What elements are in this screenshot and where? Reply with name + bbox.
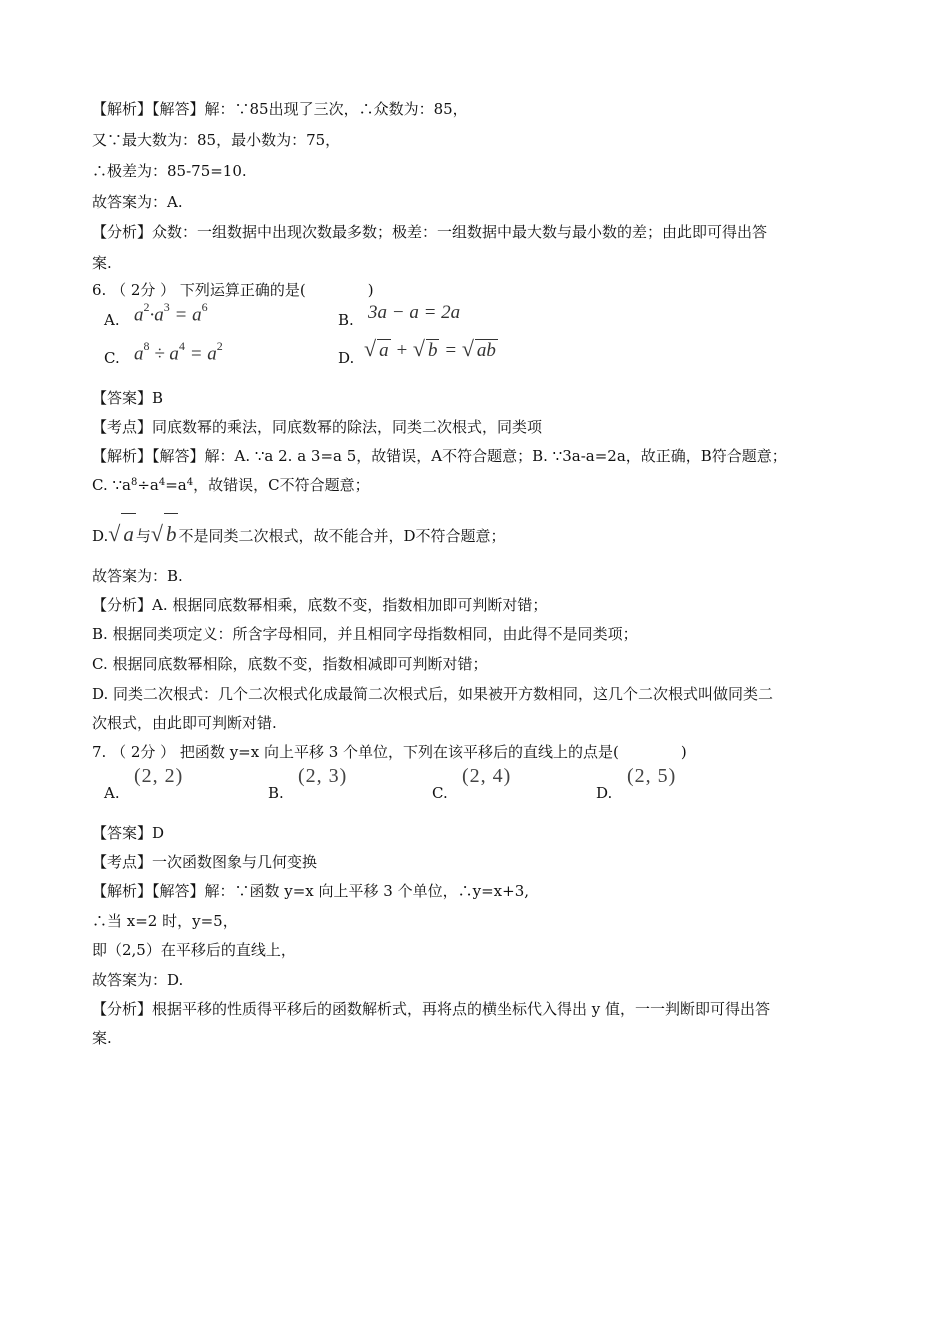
q7-option-a-coord: (2, 2) — [134, 765, 184, 787]
q7-fenxi-line-1: 【分析】根据平移的性质得平移后的函数解析式，再将点的横坐标代入得出 y 值，一一判断即可得出答 — [92, 1000, 771, 1018]
q7-kaodian: 【考点】一次函数图象与几何变换 — [92, 853, 318, 871]
q7-stem-close: ) — [680, 743, 687, 761]
q7-fenxi-line-2: 案. — [92, 1029, 112, 1047]
q6-fenxi-line-2: B. 根据同类项定义：所含字母相同，并且相同字母指数相同，由此得不是同类项； — [92, 625, 638, 643]
q6-answer-is: 故答案为：B. — [92, 567, 183, 585]
q5-answer-is: 故答案为：A. — [92, 193, 183, 211]
q7-option-c-coord: (2, 4) — [462, 765, 512, 787]
q7-option-b-label: B. — [268, 784, 284, 802]
q6-kaodian: 【考点】同底数幂的乘法，同底数幂的除法，同类二次根式，同类项 — [92, 418, 543, 436]
q7-option-a-label: A. — [104, 784, 120, 802]
q5-analysis-line-1: 【解析】【解答】解：∵85出现了三次，∴众数为：85， — [92, 100, 468, 118]
q6-stem — [92, 279, 374, 301]
q6-option-d-math: √ a + √ b = √ ab — [364, 336, 496, 361]
q6-option-a-math: $a^2\cdot a^3 = a^6$ — [134, 300, 208, 326]
q7-jiexi-line-3: 即（2,5）在平移后的直线上， — [92, 941, 296, 959]
q7-option-d-label: D. — [596, 784, 613, 802]
q6-option-c-label: C. — [104, 349, 120, 367]
q6-answer: 【答案】B — [92, 389, 164, 407]
q7-jiexi-line-1: 【解析】【解答】解：∵函数 y=x 向上平移 3 个单位，∴y=x+3, — [92, 882, 530, 900]
q6-option-c-math: $a^8 \div a^4 = a^2$ — [134, 339, 223, 365]
q6-stem-close: ) — [367, 281, 374, 299]
q7-answer-is: 故答案为：D. — [92, 971, 184, 989]
q7-jiexi-line-2: ∴当 x=2 时，y=5， — [92, 912, 238, 930]
q6-option-b-math: 3a − a = 2a — [368, 302, 461, 323]
q5-analysis-line-2: 又∵最大数为：85，最小数为：75， — [92, 131, 341, 149]
q6-stem-text: 6. （ 2分 ） 下列运算正确的是( — [92, 281, 306, 299]
q6-jiexi-line-3: D.√ a 与√ b 不是同类二次根式，故不能合并，D不符合题意； — [92, 513, 505, 556]
q7-stem-text: 7. （ 2分 ） 把函数 y=x 向上平移 3 个单位，下列在该平移后的直线上的点是( — [92, 743, 619, 761]
q7-stem — [92, 741, 687, 763]
q7-option-d-coord: (2, 5) — [627, 765, 677, 787]
q5-fenxi-line-2: 案. — [92, 254, 112, 272]
q6-fenxi-line-4: D. 同类二次根式：几个二次根式化成最简二次根式后，如果被开方数相同，这几个二次根式叫做同类二 — [92, 685, 774, 703]
q6-option-d-label: D. — [338, 349, 355, 367]
q5-fenxi-line-1: 【分析】众数：一组数据中出现次数最多数；极差：一组数据中最大数与最小数的差；由此即可得出答 — [92, 223, 768, 241]
q6-option-b-label: B. — [338, 311, 354, 329]
q7-option-b-coord: (2, 3) — [298, 765, 348, 787]
q6-option-a-label: A. — [104, 311, 120, 329]
q6-jiexi-line-1: 【解析】【解答】解：A. ∵a 2. a 3=a 5，故错误，A不符合题意；B. ∵3a-a=2a，故正确，B符合题意； — [92, 447, 787, 465]
q6-fenxi-line-3: C. 根据同底数幂相除，底数不变，指数相减即可判断对错； — [92, 655, 488, 673]
q6-fenxi-line-1: 【分析】A. 根据同底数幂相乘，底数不变，指数相加即可判断对错； — [92, 596, 548, 614]
q5-analysis-line-3: ∴极差为：85-75=10. — [92, 162, 247, 180]
q6-jiexi-line-2: C. $\because a^8\div a^4=a^4$，故错误，C不符合题意； — [92, 476, 370, 494]
q7-option-c-label: C. — [432, 784, 448, 802]
q7-answer: 【答案】D — [92, 824, 165, 842]
q6-fenxi-line-5: 次根式，由此即可判断对错. — [92, 714, 277, 732]
